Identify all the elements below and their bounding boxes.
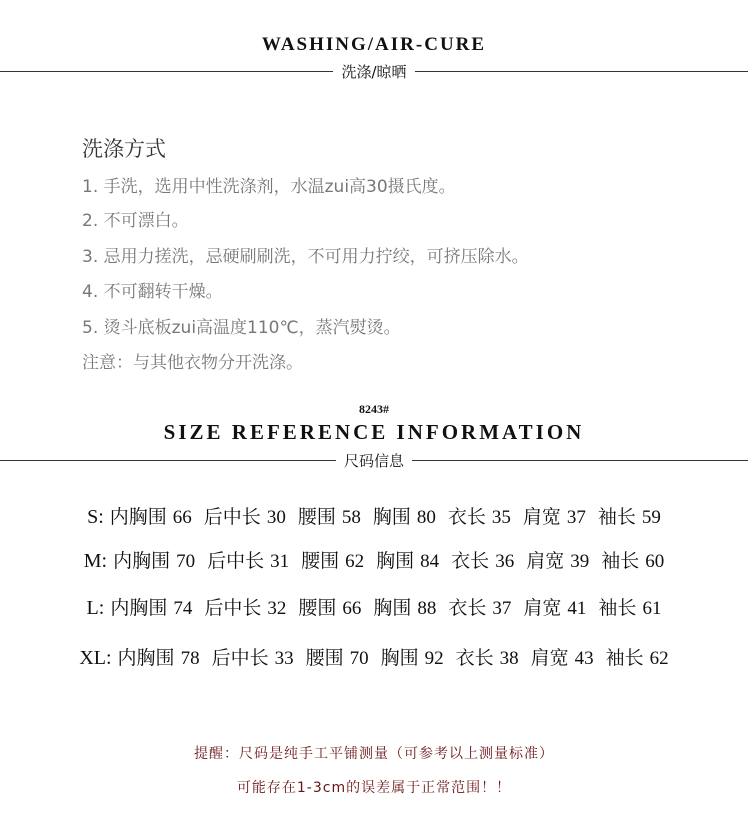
measurement [523,593,586,620]
measurement-value: 70 [349,648,369,669]
measurement-value: 38 [499,648,519,669]
measurement-name: 后中长 [207,551,265,572]
measurement-value: 92 [424,648,444,669]
size-row [0,643,748,670]
measurement-value: 43 [574,648,594,669]
measurement [381,643,444,670]
measurement [601,546,664,573]
measurement [526,546,589,573]
washing-subtitle [0,61,748,82]
wash-item-5: 5. 烫斗底板zui高温度110℃，蒸汽熨烫。 [82,318,401,338]
measurement [598,502,661,529]
measurement [113,546,195,573]
reminder-note: 提醒：尺码是纯手工平铺测量（可参考以上测量标准） [194,746,554,762]
measurement [204,593,286,620]
measurement-name: 衣长 [448,598,487,619]
size-label: L: [86,597,105,619]
size-label: M: [83,550,108,572]
measurement [456,643,519,670]
measurement-name: 内胸围 [109,507,167,528]
measurement-value: 32 [267,598,287,619]
measurement-value: 62 [649,648,669,669]
measurement-value: 66 [172,507,192,528]
measurement-value: 62 [345,551,365,572]
size-subtitle [0,450,748,471]
measurement [531,643,594,670]
washing-subtitle-text: 洗涤/晾晒 [333,63,414,81]
wash-item-1: 1. 手洗，选用中性洗涤剂，水温zui高30摄氏度。 [82,177,456,197]
size-label: S: [87,506,104,528]
measurement-value: 35 [491,507,511,528]
tolerance-note: 可能存在1-3cm的误差属于正常范围！！ [236,780,512,796]
measurement-value: 36 [495,551,515,572]
size-row [0,546,748,573]
wash-item-2: 2. 不可漂白。 [82,211,189,231]
measurement [606,643,669,670]
measurement [212,643,294,670]
measurement-value: 66 [342,598,362,619]
measurement [110,502,192,529]
measurement-value: 61 [642,598,662,619]
size-label: XL: [79,647,112,669]
measurement [204,502,286,529]
measurement-name: 腰围 [297,507,336,528]
measurement-name: 肩宽 [523,598,562,619]
size-title: SIZE REFERENCE INFORMATION [163,420,585,444]
measurement-value: 84 [420,551,440,572]
measurement-name: 衣长 [447,507,486,528]
measurement-value: 33 [274,648,294,669]
measurement [448,593,511,620]
measurement-name: 内胸围 [110,598,168,619]
washing-title: WASHING/AIR-CURE [261,34,487,55]
measurement [118,643,200,670]
measurement-value: 70 [176,551,196,572]
measurement [301,546,364,573]
measurement-value: 59 [641,507,661,528]
measurement [523,502,586,529]
washing-heading: 洗涤方式 [82,137,166,161]
measurement-name: 腰围 [298,598,337,619]
measurement [448,502,511,529]
measurement-value: 37 [566,507,586,528]
measurement-value: 80 [416,507,436,528]
size-subtitle-text: 尺码信息 [336,452,412,470]
measurement [306,643,369,670]
measurement-name: 内胸围 [113,551,171,572]
measurement-value: 37 [492,598,512,619]
product-code: 8243# [359,402,389,416]
measurement-name: 袖长 [605,648,644,669]
measurement-name: 袖长 [597,507,636,528]
measurement-name: 胸围 [380,648,419,669]
measurement-name: 腰围 [305,648,344,669]
measurement-name: 胸围 [372,507,411,528]
size-row [0,502,748,529]
measurement [207,546,289,573]
measurement [598,593,661,620]
measurement [298,593,361,620]
measurement-value: 78 [180,648,200,669]
measurement-name: 衣长 [451,551,490,572]
measurement-name: 袖长 [598,598,637,619]
measurement-name: 腰围 [301,551,340,572]
measurement-value: 74 [173,598,193,619]
measurement [373,502,436,529]
measurement [298,502,361,529]
measurement [376,546,439,573]
measurement-name: 肩宽 [522,507,561,528]
measurement-value: 41 [567,598,587,619]
measurement-value: 58 [341,507,361,528]
measurement-name: 后中长 [203,507,261,528]
measurement-value: 30 [266,507,286,528]
measurement [373,593,436,620]
measurement-value: 60 [645,551,665,572]
wash-item-3: 3. 忌用力搓洗，忌硬刷刷洗，不可用力拧绞，可挤压除水。 [82,247,529,267]
measurement-name: 胸围 [376,551,415,572]
measurement-value: 88 [417,598,437,619]
measurement-name: 后中长 [204,598,262,619]
measurement-value: 39 [570,551,590,572]
measurement-name: 胸围 [373,598,412,619]
measurement-name: 肩宽 [530,648,569,669]
measurement-name: 肩宽 [526,551,565,572]
measurement-name: 衣长 [455,648,494,669]
measurement-name: 后中长 [211,648,269,669]
measurement-name: 袖长 [601,551,640,572]
measurement-value: 31 [270,551,290,572]
measurement [110,593,192,620]
measurement-name: 内胸围 [117,648,175,669]
measurement [451,546,514,573]
size-row [0,593,748,620]
wash-item-4: 4. 不可翻转干燥。 [82,282,223,302]
wash-note: 注意：与其他衣物分开洗涤。 [82,353,303,373]
